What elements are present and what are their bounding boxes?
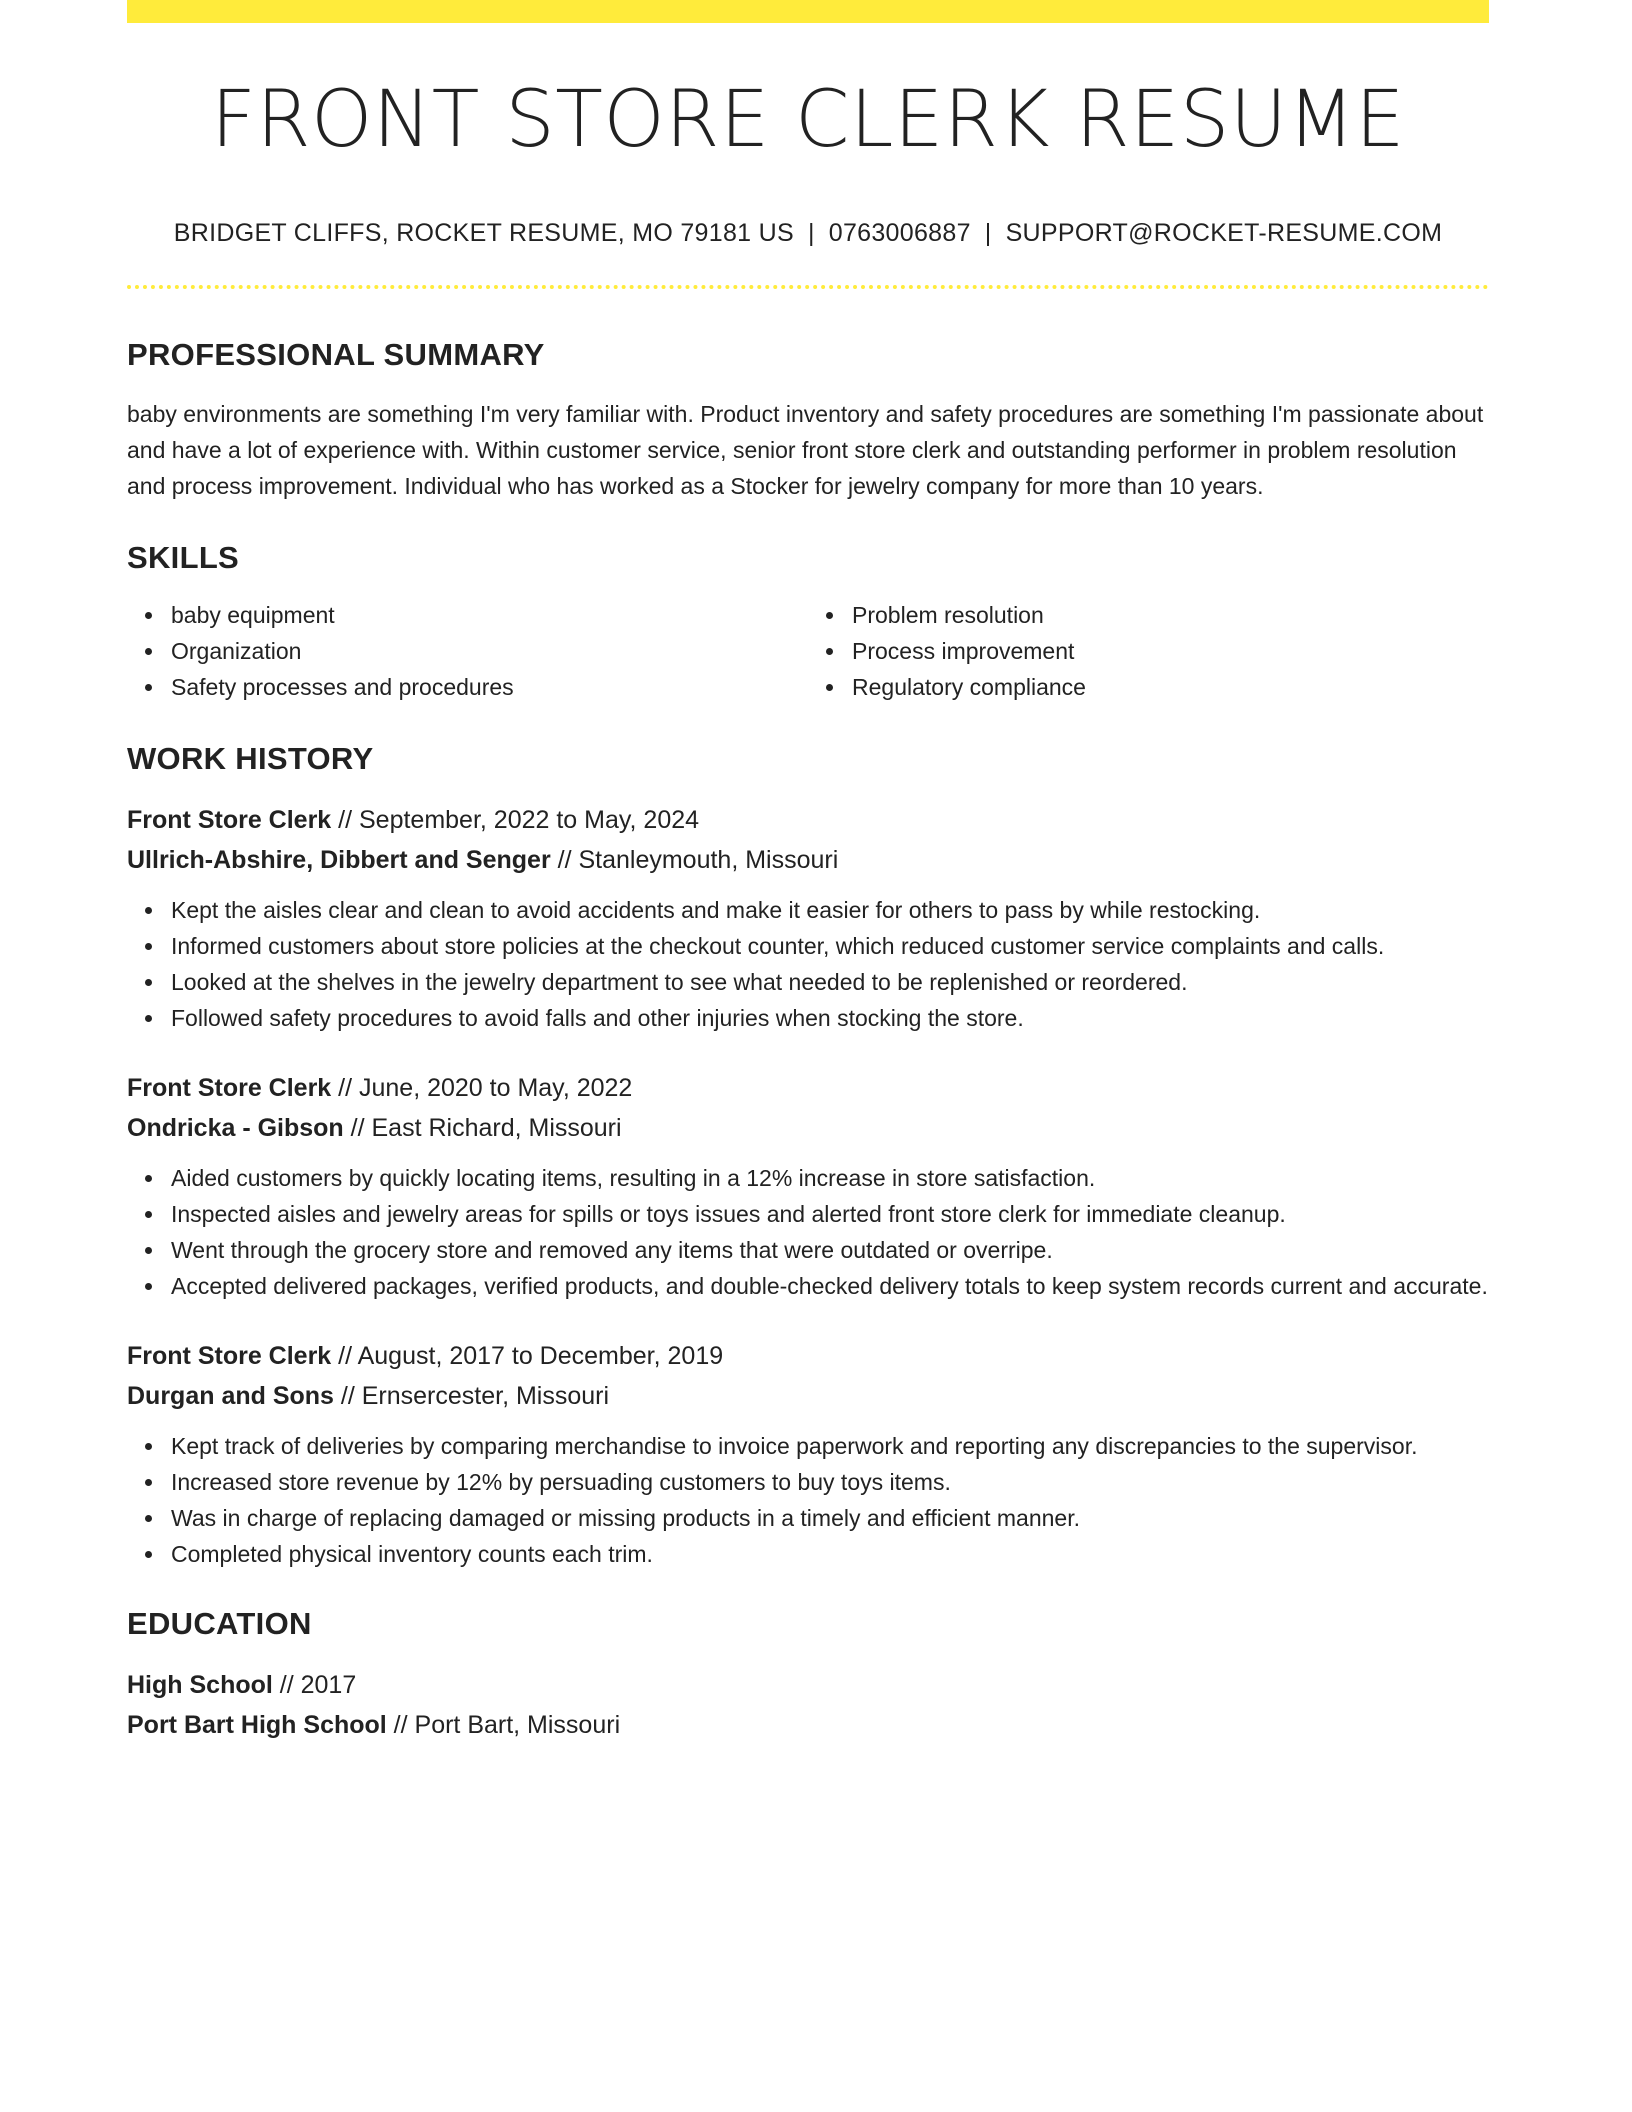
dotted-divider	[127, 285, 1489, 289]
job-bullet: Looked at the shelves in the jewelry department to see what needed to be replenished or reordered.	[171, 964, 1489, 1000]
job-company: Durgan and Sons	[127, 1382, 334, 1410]
education-year: // 2017	[272, 1671, 357, 1699]
summary-heading: PROFESSIONAL SUMMARY	[127, 337, 545, 372]
job-location: // Stanleymouth, Missouri	[550, 846, 839, 874]
accent-bar	[127, 0, 1489, 23]
skill-item: Organization	[171, 633, 808, 669]
job-title-line	[127, 1068, 1489, 1108]
job-role: Front Store Clerk	[127, 806, 332, 834]
education-school-line	[127, 1705, 1489, 1745]
skill-item: Problem resolution	[852, 597, 1489, 633]
job-bullet: Followed safety procedures to avoid falls and other injuries when stocking the store.	[171, 1000, 1489, 1036]
skill-item: Safety processes and procedures	[171, 669, 808, 705]
job-bullet: Accepted delivered packages, verified products, and double-checked delivery totals to keep system records current and accurate.	[171, 1268, 1489, 1304]
skills-column-right	[808, 597, 1489, 705]
job-location: // Ernsercester, Missouri	[333, 1382, 610, 1410]
skill-item: baby equipment	[171, 597, 808, 633]
job-bullet: Kept the aisles clear and clean to avoid accidents and make it easier for others to pass by while restocking.	[171, 892, 1489, 928]
job-title-line	[127, 800, 1489, 840]
contact-separator: |	[984, 219, 992, 247]
job-bullet: Inspected aisles and jewelry areas for spills or toys issues and alerted front store clerk for immediate cleanup.	[171, 1196, 1489, 1232]
education-entry	[127, 1665, 1489, 1745]
job-bullet: Kept track of deliveries by comparing merchandise to invoice paperwork and reporting any discrepancies to the supervisor.	[171, 1428, 1489, 1464]
job-bullet: Aided customers by quickly locating items, resulting in a 12% increase in store satisfaction.	[171, 1160, 1489, 1196]
contact-address: BRIDGET CLIFFS, ROCKET RESUME, MO 79181 US	[173, 219, 794, 247]
job-entry	[127, 1068, 1489, 1304]
skills-column-left	[127, 597, 808, 705]
education-location: // Port Bart, Missouri	[386, 1711, 621, 1739]
education-degree: High School	[127, 1671, 273, 1699]
summary-text: baby environments are something I'm very familiar with. Product inventory and safety procedures are something I'm passionate about and have a lot of experience with. Within customer service, senior front store clerk and outstanding performer in problem resolution and process improvement. Individual who has worked as a Stocker for jewelry company for more than 10 years.	[127, 401, 1484, 499]
job-company-line	[127, 1108, 1489, 1148]
job-bullet: Informed customers about store policies at the checkout counter, which reduced customer service complaints and calls.	[171, 928, 1489, 964]
job-role: Front Store Clerk	[127, 1074, 332, 1102]
contact-phone: 0763006887	[828, 219, 971, 247]
job-bullets	[127, 1160, 1489, 1304]
skills-list	[127, 597, 1489, 705]
contact-separator: |	[807, 219, 815, 247]
skill-item: Regulatory compliance	[852, 669, 1489, 705]
job-title-line	[127, 1336, 1489, 1376]
job-role: Front Store Clerk	[127, 1342, 332, 1370]
job-company-line	[127, 1376, 1489, 1416]
job-entry	[127, 800, 1489, 1036]
job-bullets	[127, 892, 1489, 1036]
contact-email: SUPPORT@ROCKET-RESUME.COM	[1005, 219, 1443, 247]
job-dates: // September, 2022 to May, 2024	[331, 806, 700, 834]
contact-line	[127, 219, 1489, 248]
job-company: Ullrich-Abshire, Dibbert and Senger	[127, 846, 551, 874]
education-degree-line	[127, 1665, 1489, 1705]
job-bullet: Increased store revenue by 12% by persuading customers to buy toys items.	[171, 1464, 1489, 1500]
job-company: Ondricka - Gibson	[127, 1114, 344, 1142]
job-bullets	[127, 1428, 1489, 1572]
resume-title: FRONT STORE CLERK RESUME	[210, 75, 1406, 165]
job-entry	[127, 1336, 1489, 1572]
skills-heading: SKILLS	[127, 540, 240, 575]
job-dates: // June, 2020 to May, 2022	[331, 1074, 633, 1102]
job-bullet: Completed physical inventory counts each trim.	[171, 1536, 1489, 1572]
education-heading: EDUCATION	[127, 1606, 312, 1641]
education-school: Port Bart High School	[127, 1711, 387, 1739]
job-bullet: Went through the grocery store and removed any items that were outdated or overripe.	[171, 1232, 1489, 1268]
job-location: // East Richard, Missouri	[343, 1114, 622, 1142]
job-bullet: Was in charge of replacing damaged or missing products in a timely and efficient manner.	[171, 1500, 1489, 1536]
skill-item: Process improvement	[852, 633, 1489, 669]
resume-page	[127, 0, 1489, 1745]
job-company-line	[127, 840, 1489, 880]
job-dates: // August, 2017 to December, 2019	[331, 1342, 724, 1370]
work-history-heading: WORK HISTORY	[127, 741, 374, 776]
